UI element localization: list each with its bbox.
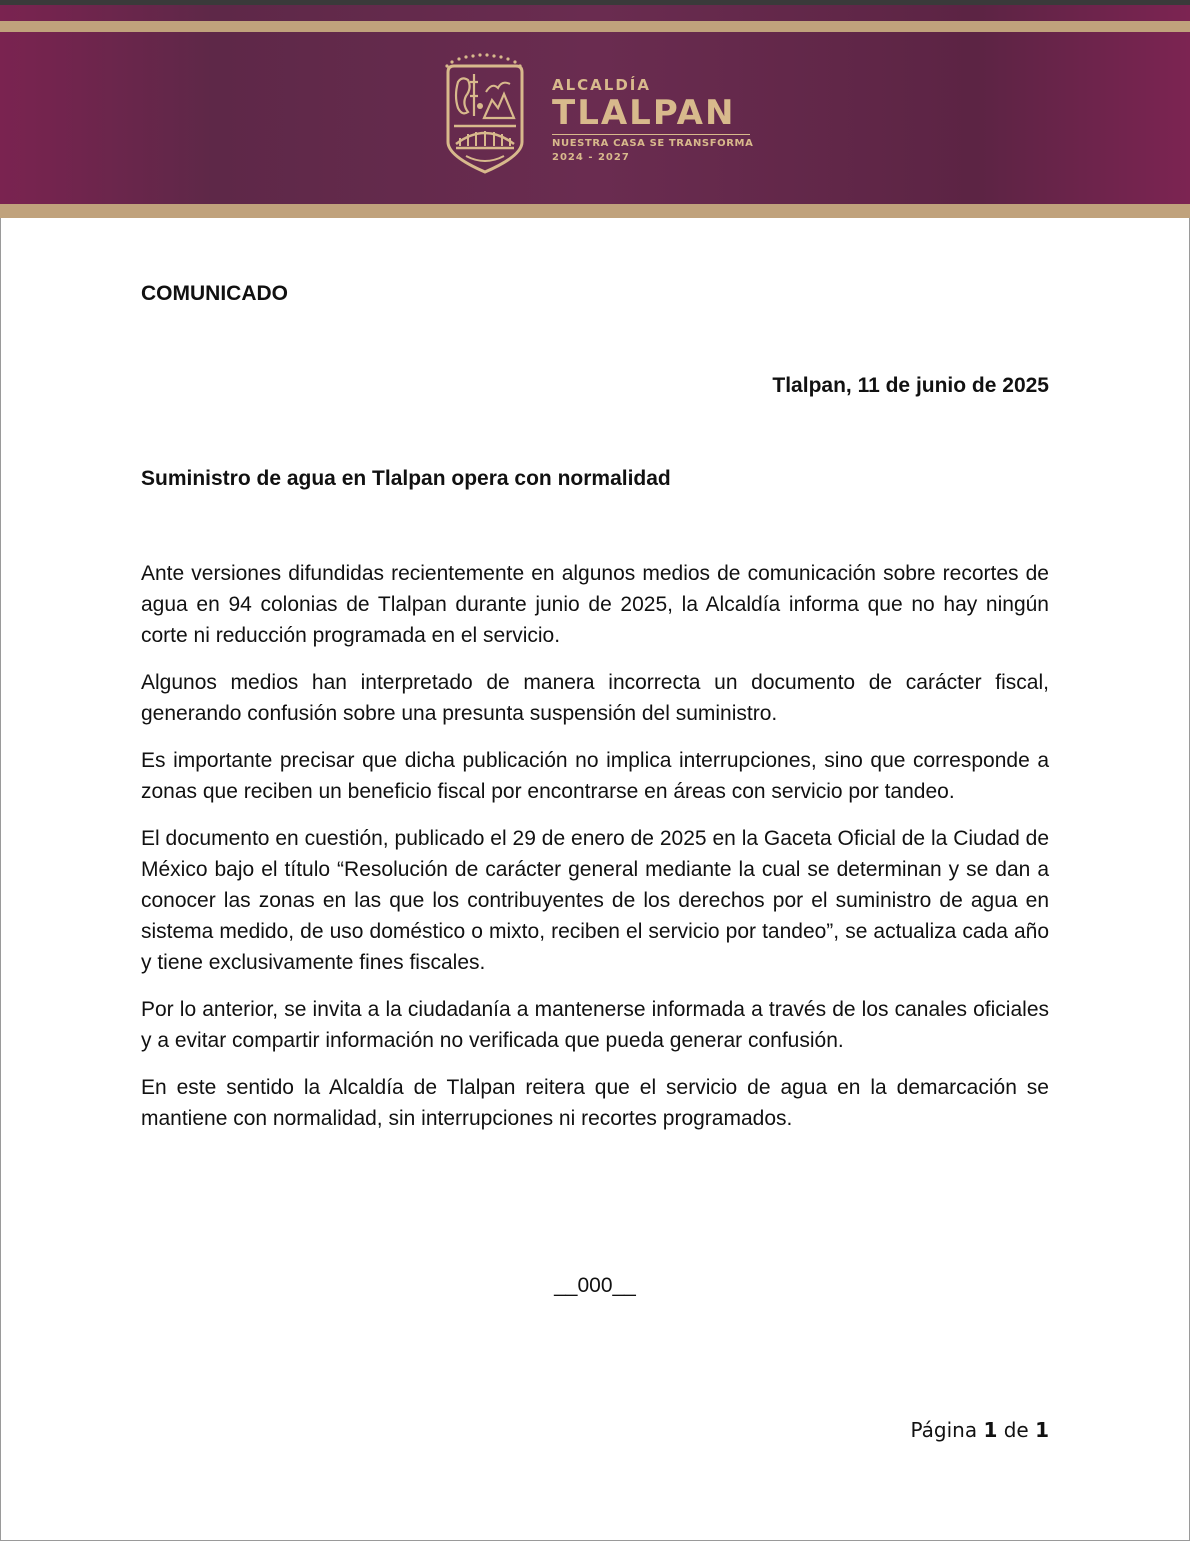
top-edge (0, 0, 1190, 5)
document-body (141, 558, 1049, 1150)
page-number (141, 1418, 1049, 1442)
brand-top-label: ALCALDÍA (552, 76, 651, 94)
page-separator: de (1003, 1418, 1029, 1442)
brand-name: TLALPAN (552, 93, 736, 133)
brand-block (552, 76, 753, 165)
page-current: 1 (983, 1418, 998, 1442)
gold-stripe-top (0, 21, 1190, 32)
body-paragraph: En este sentido la Alcaldía de Tlalpan reitera que el servicio de agua en la demarcación se mantiene con normalidad, sin interrupciones ni recortes programados. (141, 1076, 1049, 1130)
document-headline: Suministro de agua en Tlalpan opera con normalidad (141, 467, 671, 490)
closing-mark: __000__ (554, 1274, 636, 1297)
brand-years: 2024 - 2027 (552, 152, 630, 163)
gold-stripe-bottom (0, 204, 1190, 218)
body-paragraph: Es importante precisar que dicha publicación no implica interrupciones, sino que corresponde a zonas que reciben un beneficio fiscal por encontrarse en áreas con servicio por tandeo. (141, 749, 1049, 803)
brand-slogan: NUESTRA CASA SE TRANSFORMA (552, 138, 754, 149)
document-type: COMUNICADO (141, 282, 288, 305)
brand-divider (552, 134, 750, 135)
letterhead-banner (0, 0, 1190, 218)
body-paragraph: Ante versiones difundidas recientemente en algunos medios de comunicación sobre recortes de agua en 94 colonias de Tlalpan durante junio de 2025, la Alcaldía informa que no hay ningún corte ni reducción programada en el servicio. (141, 562, 1049, 647)
body-paragraph: Algunos medios han interpretado de manera incorrecta un documento de carácter fiscal, generando confusión sobre una presunta suspensión del suministro. (141, 671, 1049, 725)
place-date: Tlalpan, 11 de junio de 2025 (772, 374, 1049, 397)
body-paragraph: El documento en cuestión, publicado el 29 de enero de 2025 en la Gaceta Oficial de la Ciudad de México bajo el título “Resolución de carácter general mediante la cual se determinan y se dan a conocer las zonas en las que los contribuyentes de los derechos por el suministro de agua en sistema medido, de uso doméstico o mixto, reciben el servicio por tandeo”, se actualiza cada año y tiene exclusivamente fines fiscales. (141, 827, 1049, 974)
tlalpan-coat-of-arms-icon (440, 52, 530, 176)
body-paragraph: Por lo anterior, se invita a la ciudadanía a mantenerse informada a través de los canales oficiales y a evitar compartir información no verificada que pueda generar confusión. (141, 998, 1049, 1052)
page-label: Página (910, 1418, 978, 1442)
page-total: 1 (1035, 1418, 1049, 1442)
